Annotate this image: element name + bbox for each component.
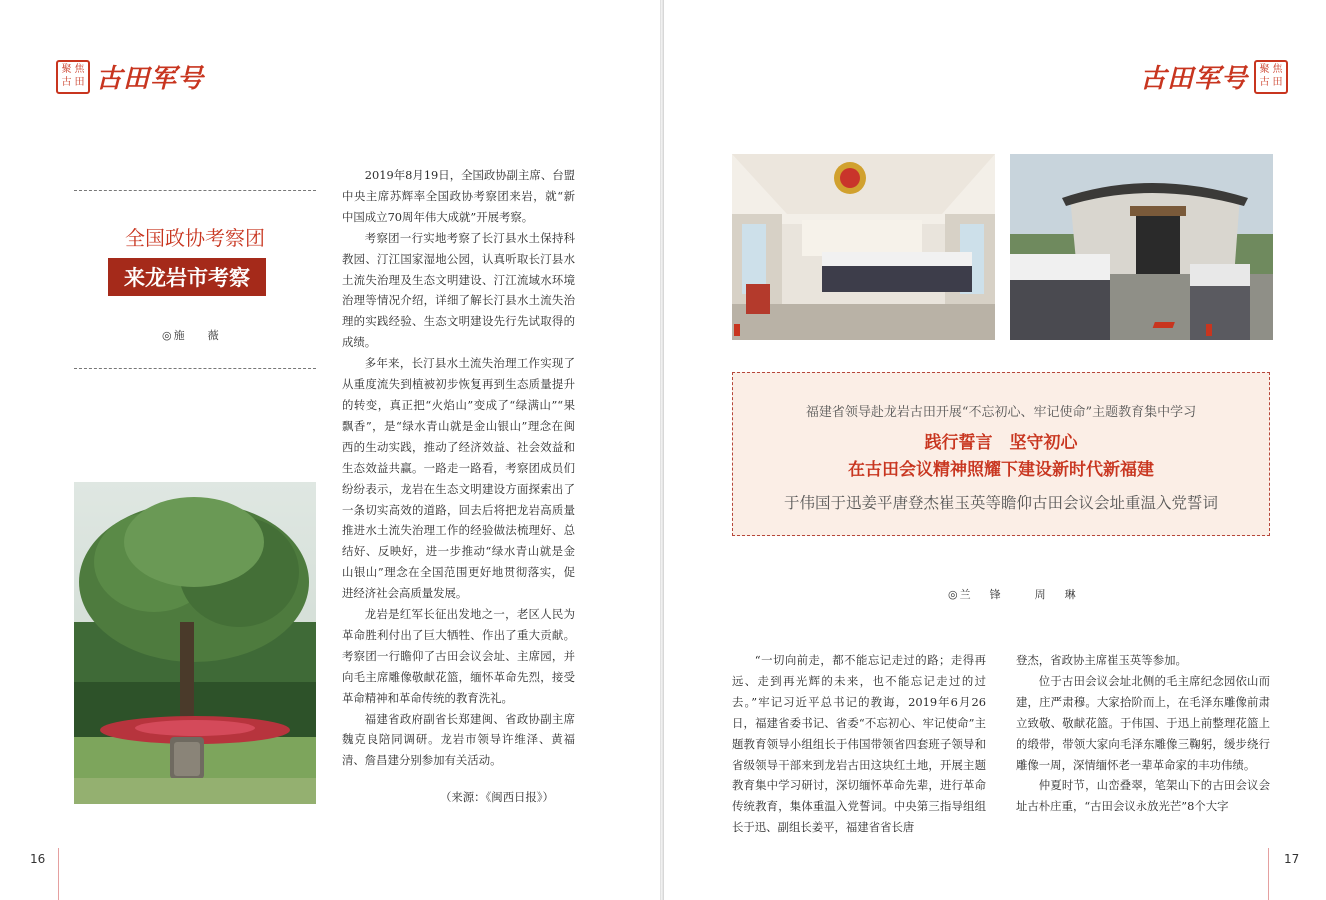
left-page [0, 0, 662, 900]
author-byline [162, 327, 225, 343]
tree-photo [74, 482, 316, 804]
meeting-hall-photo [732, 154, 995, 340]
brand-name: 古田军号 [1140, 64, 1249, 94]
divider-top [74, 190, 316, 191]
gutian-gate-photo [1010, 154, 1273, 340]
seal-icon: 聚 焦 古 田 [56, 60, 90, 94]
magazine-logo [1140, 58, 1288, 95]
right-article-col2 [1016, 650, 1270, 817]
article-title-line1: 全国政协考察团 [125, 226, 265, 250]
paragraph: 2019年8月19日，全国政协副主席、台盟中央主席苏辉率全国政协考察团来岩，就“新中国成立70周年伟大成就”开展考察。 [342, 168, 575, 224]
right-page [664, 0, 1326, 900]
right-article-col1 [732, 650, 986, 838]
paragraph: 多年来，长汀县水土流失治理工作实现了从重度流失到植被初步恢复再到生态质量提升的转变，真正把“火焰山”变成了“绿满山”“果飘香”，是“绿水青山就是金山银山”理念在闽西的生动实践，推动了经济效益、社会效益和生态效益共赢。一路走一路看，考察团成员们纷纷表示，龙岩在生态文明建设方面探索出了一条切实高效的道路，回去后将把龙岩高质量推进水土流失治理工作的经验做法梳理好、总结好、反映好，进一步推动“绿水青山就是金山银山”理念在全国范围更好地贯彻落实，促进经济社会高质量发展。 [342, 356, 575, 601]
paragraph: 仲夏时节，山峦叠翠，笔架山下的古田会议会址古朴庄重，“古田会议永放光芒”8个大字 [1016, 778, 1270, 814]
headline-banner [732, 372, 1270, 536]
author-name: 施 薇 [173, 329, 225, 342]
byline-bullet-icon: ◎ [162, 328, 172, 342]
banner-subtitle: 于伟国于迅姜平唐登杰崔玉英等瞻仰古田会议会址重温入党誓词 [783, 494, 1218, 512]
page-edge-mark [58, 848, 59, 900]
page-number-right: 17 [1284, 852, 1300, 866]
article-source: （来源：《闽西日报》） [440, 790, 554, 804]
divider-bottom [74, 368, 316, 369]
page-number-left: 16 [30, 852, 46, 866]
article-title-line2: 来龙岩市考察 [108, 258, 266, 296]
author-name: 兰 锋 周 琳 [959, 588, 1080, 601]
paragraph: 位于古田会议会址北侧的毛主席纪念园依山而建，庄严肃穆。大家拾阶而上，在毛泽东雕像前肃立致敬、敬献花篮。于伟国、于迅上前整理花篮上的缎带，带领大家向毛泽东雕像三鞠躬，缓步绕行雕像一周，深情缅怀老一辈革命家的丰功伟绩。 [1016, 673, 1270, 772]
brand-name: 古田军号 [96, 64, 205, 94]
paragraph: 考察团一行实地考察了长汀县水土保持科教园、汀江国家湿地公园，认真听取长汀县水土流失治理及生态文明建设、汀江流域水环境治理等情况介绍，详细了解长汀县水土流失治理的实践经验、生态文明建设先行先试取得的成绩。 [342, 230, 575, 350]
author-byline [948, 586, 1080, 602]
paragraph: 龙岩是红军长征出发地之一，老区人民为革命胜利付出了巨大牺牲、作出了重大贡献。考察团一行瞻仰了古田会议会址、主席园，并向毛主席雕像敬献花篮，缅怀革命先烈，接受革命精神和革命传统的教育洗礼。 [342, 607, 575, 705]
paragraph: 福建省政府副省长郑建闽、省政协副主席魏克良陪同调研。龙岩市领导许维泽、黄福清、詹昌建分别参加有关活动。 [342, 711, 575, 768]
paragraph: “一切向前走，都不能忘记走过的路；走得再远、走到再光辉的未来，也不能忘记走过的过去。”牢记习近平总书记的教诲，2019年6月26日，福建省委书记、省委“不忘初心、牢记使命”主题教育领导小组组长于伟国带领省四套班子领导和省级领导干部来到龙岩古田这块红土地，开展主题教育集中学习研讨，深切缅怀革命先辈，进行革命传统教育，集体重温入党誓词。中央第三指导组组长于迅、副组长姜平，福建省省长唐 [732, 653, 986, 835]
banner-title-line1: 践行誓言 坚守初心 [924, 433, 1078, 453]
paragraph: 登杰，省政协主席崔玉英等参加。 [1016, 653, 1187, 667]
left-article-body [342, 165, 575, 771]
magazine-logo [56, 58, 204, 95]
byline-bullet-icon: ◎ [948, 587, 958, 601]
seal-icon: 聚 焦 古 田 [1254, 60, 1288, 94]
banner-title-line2: 在古田会议精神照耀下建设新时代新福建 [848, 460, 1154, 480]
banner-pretitle: 福建省领导赴龙岩古田开展“不忘初心、牢记使命”主题教育集中学习 [805, 405, 1197, 420]
page-edge-mark [1268, 848, 1269, 900]
